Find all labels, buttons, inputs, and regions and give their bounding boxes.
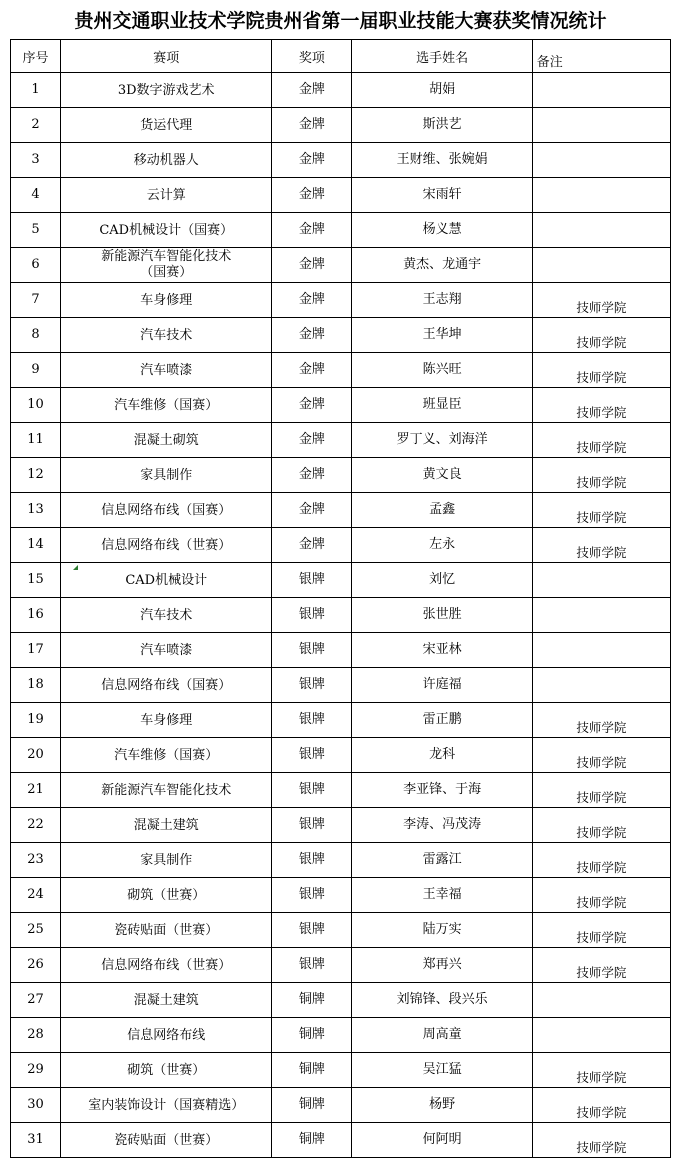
cell-remark: 技师学院 [532,353,670,388]
cell-remark [532,1018,670,1053]
cell-no: 6 [11,248,61,283]
cell-remark [532,178,670,213]
cell-remark [532,598,670,633]
cell-award: 铜牌 [272,1053,352,1088]
cell-event: 混凝土建筑 [61,983,272,1018]
cell-award: 银牌 [272,773,352,808]
cell-event: 汽车维修（国赛） [61,738,272,773]
table-row [11,1053,671,1088]
cell-no: 28 [11,1018,61,1053]
cell-no: 11 [11,423,61,458]
cell-award: 银牌 [272,878,352,913]
cell-remark: 技师学院 [532,423,670,458]
table-row [11,248,671,283]
cell-event: 砌筑（世赛） [61,878,272,913]
cell-event: 汽车技术 [61,318,272,353]
cell-award: 金牌 [272,178,352,213]
column-header-event: 赛项 [61,40,272,73]
cell-event: 信息网络布线（世赛） [61,948,272,983]
cell-remark [532,213,670,248]
cell-no: 10 [11,388,61,423]
cell-award: 银牌 [272,563,352,598]
cell-award: 金牌 [272,73,352,108]
table-row [11,1018,671,1053]
cell-name: 雷正鹏 [352,703,532,738]
table-row [11,668,671,703]
page-title: 贵州交通职业技术学院贵州省第一届职业技能大赛获奖情况统计 [74,10,607,32]
cell-award: 银牌 [272,913,352,948]
cell-name: 刘忆 [352,563,532,598]
cell-no: 13 [11,493,61,528]
cell-award: 铜牌 [272,1088,352,1123]
cell-remark: 技师学院 [532,283,670,318]
cell-name: 罗丁义、刘海洋 [352,423,532,458]
cell-event: 移动机器人 [61,143,272,178]
cell-event: 家具制作 [61,843,272,878]
column-header-no: 序号 [11,40,61,73]
cell-no: 24 [11,878,61,913]
cell-no: 26 [11,948,61,983]
cell-no: 17 [11,633,61,668]
cell-no: 7 [11,283,61,318]
cell-name: 宋雨轩 [352,178,532,213]
cell-award: 银牌 [272,738,352,773]
cell-name: 李涛、冯茂涛 [352,808,532,843]
cell-award: 金牌 [272,248,352,283]
cell-name: 张世胜 [352,598,532,633]
cell-name: 班显臣 [352,388,532,423]
cell-award: 金牌 [272,353,352,388]
cell-no: 23 [11,843,61,878]
cell-remark [532,108,670,143]
cell-remark: 技师学院 [532,843,670,878]
cell-no: 4 [11,178,61,213]
table-row [11,598,671,633]
table-row [11,493,671,528]
cell-event: 家具制作 [61,458,272,493]
cell-no: 21 [11,773,61,808]
cell-award: 金牌 [272,143,352,178]
cell-name: 黄文良 [352,458,532,493]
cell-award: 银牌 [272,808,352,843]
cell-event: CAD机械设计 [61,563,272,598]
cell-event: 汽车喷漆 [61,353,272,388]
cell-name: 陈兴旺 [352,353,532,388]
table-row [11,1088,671,1123]
cell-event: 车身修理 [61,283,272,318]
cell-remark: 技师学院 [532,388,670,423]
cell-remark: 技师学院 [532,1123,670,1158]
cell-no: 30 [11,1088,61,1123]
cell-remark: 技师学院 [532,458,670,493]
cell-remark: 技师学院 [532,738,670,773]
cell-remark: 技师学院 [532,878,670,913]
table-row [11,73,671,108]
cell-event: 信息网络布线（世赛） [61,528,272,563]
cell-name: 许庭福 [352,668,532,703]
cell-no: 1 [11,73,61,108]
cell-award: 金牌 [272,388,352,423]
cell-award: 金牌 [272,458,352,493]
cell-name: 王华坤 [352,318,532,353]
cell-name: 斯洪艺 [352,108,532,143]
cell-no: 20 [11,738,61,773]
table-row [11,563,671,598]
table-row [11,983,671,1018]
cell-name: 杨野 [352,1088,532,1123]
cell-award: 金牌 [272,318,352,353]
cell-award: 银牌 [272,598,352,633]
table-row [11,458,671,493]
cell-name: 王幸福 [352,878,532,913]
table-row [11,773,671,808]
column-header-name: 选手姓名 [352,40,532,73]
cell-award: 金牌 [272,493,352,528]
cell-event: 车身修理 [61,703,272,738]
table-row [11,703,671,738]
cell-no: 19 [11,703,61,738]
table-row [11,878,671,913]
cell-remark: 技师学院 [532,493,670,528]
cell-event: 云计算 [61,178,272,213]
cell-name: 雷露江 [352,843,532,878]
cell-event: 汽车喷漆 [61,633,272,668]
table-row [11,738,671,773]
cell-event: 瓷砖贴面（世赛） [61,913,272,948]
award-statistics-table [10,39,671,1158]
cell-no: 27 [11,983,61,1018]
cell-award: 银牌 [272,948,352,983]
table-row [11,143,671,178]
cell-remark [532,633,670,668]
table-row [11,633,671,668]
cell-remark: 技师学院 [532,318,670,353]
cell-no: 31 [11,1123,61,1158]
cell-event: 3D数字游戏艺术 [61,73,272,108]
cell-name: 周高童 [352,1018,532,1053]
cell-no: 2 [11,108,61,143]
cell-event: 信息网络布线（国赛） [61,668,272,703]
cell-no: 12 [11,458,61,493]
cell-remark [532,143,670,178]
cell-remark [532,73,670,108]
cell-event: 货运代理 [61,108,272,143]
cell-remark: 技师学院 [532,808,670,843]
cell-name: 杨义慧 [352,213,532,248]
cell-name: 宋亚林 [352,633,532,668]
cell-remark: 技师学院 [532,703,670,738]
table-header-row [11,40,671,73]
cell-event: 新能源汽车智能化技术 （国赛） [61,248,272,283]
cell-award: 金牌 [272,423,352,458]
cell-award: 金牌 [272,213,352,248]
cell-name: 胡娟 [352,73,532,108]
cell-remark: 技师学院 [532,528,670,563]
cell-remark: 技师学院 [532,913,670,948]
cell-name: 孟鑫 [352,493,532,528]
table-row [11,318,671,353]
cell-award: 金牌 [272,528,352,563]
table-row [11,808,671,843]
cell-event: 混凝土建筑 [61,808,272,843]
cell-name: 王财维、张婉娟 [352,143,532,178]
cell-name: 吴江猛 [352,1053,532,1088]
cell-remark [532,668,670,703]
table-row [11,178,671,213]
cell-award: 银牌 [272,668,352,703]
cell-no: 5 [11,213,61,248]
cell-award: 铜牌 [272,983,352,1018]
table-row [11,528,671,563]
table-header [11,40,671,73]
cell-event: 混凝土砌筑 [61,423,272,458]
table-row [11,108,671,143]
cell-remark [532,983,670,1018]
cell-remark: 技师学院 [532,1053,670,1088]
cell-name: 黄杰、龙通宇 [352,248,532,283]
column-header-award: 奖项 [272,40,352,73]
column-header-remark: 备注 [532,40,670,73]
cell-no: 15 [11,563,61,598]
cell-name: 刘锦锋、段兴乐 [352,983,532,1018]
cell-name: 郑再兴 [352,948,532,983]
cell-event: CAD机械设计（国赛） [61,213,272,248]
cell-remark [532,248,670,283]
cell-name: 李亚锋、于海 [352,773,532,808]
cell-no: 25 [11,913,61,948]
cell-event: 汽车技术 [61,598,272,633]
table-row [11,388,671,423]
cell-event: 信息网络布线 [61,1018,272,1053]
cell-event: 室内装饰设计（国赛精选） [61,1088,272,1123]
table-row [11,948,671,983]
cell-name: 龙科 [352,738,532,773]
cell-award: 金牌 [272,283,352,318]
table-row [11,423,671,458]
table-row [11,213,671,248]
cell-no: 29 [11,1053,61,1088]
table-row [11,283,671,318]
cell-no: 14 [11,528,61,563]
table-body [11,73,671,1158]
cell-remark: 技师学院 [532,773,670,808]
cell-event: 砌筑（世赛） [61,1053,272,1088]
cell-remark [532,563,670,598]
cell-no: 3 [11,143,61,178]
cell-event: 汽车维修（国赛） [61,388,272,423]
cell-remark: 技师学院 [532,948,670,983]
cell-award: 银牌 [272,633,352,668]
table-row [11,1123,671,1158]
cell-name: 陆万实 [352,913,532,948]
cell-no: 22 [11,808,61,843]
cell-remark: 技师学院 [532,1088,670,1123]
cell-award: 铜牌 [272,1123,352,1158]
cell-award: 金牌 [272,108,352,143]
cell-event: 信息网络布线（国赛） [61,493,272,528]
cell-award: 铜牌 [272,1018,352,1053]
cell-name: 王志翔 [352,283,532,318]
cell-award: 银牌 [272,843,352,878]
table-row [11,843,671,878]
cell-no: 16 [11,598,61,633]
cell-no: 9 [11,353,61,388]
cell-name: 何阿明 [352,1123,532,1158]
cell-event: 瓷砖贴面（世赛） [61,1123,272,1158]
cell-no: 18 [11,668,61,703]
cell-no: 8 [11,318,61,353]
table-row [11,353,671,388]
table-row [11,913,671,948]
cell-award: 银牌 [272,703,352,738]
cell-event: 新能源汽车智能化技术 [61,773,272,808]
cell-name: 左永 [352,528,532,563]
